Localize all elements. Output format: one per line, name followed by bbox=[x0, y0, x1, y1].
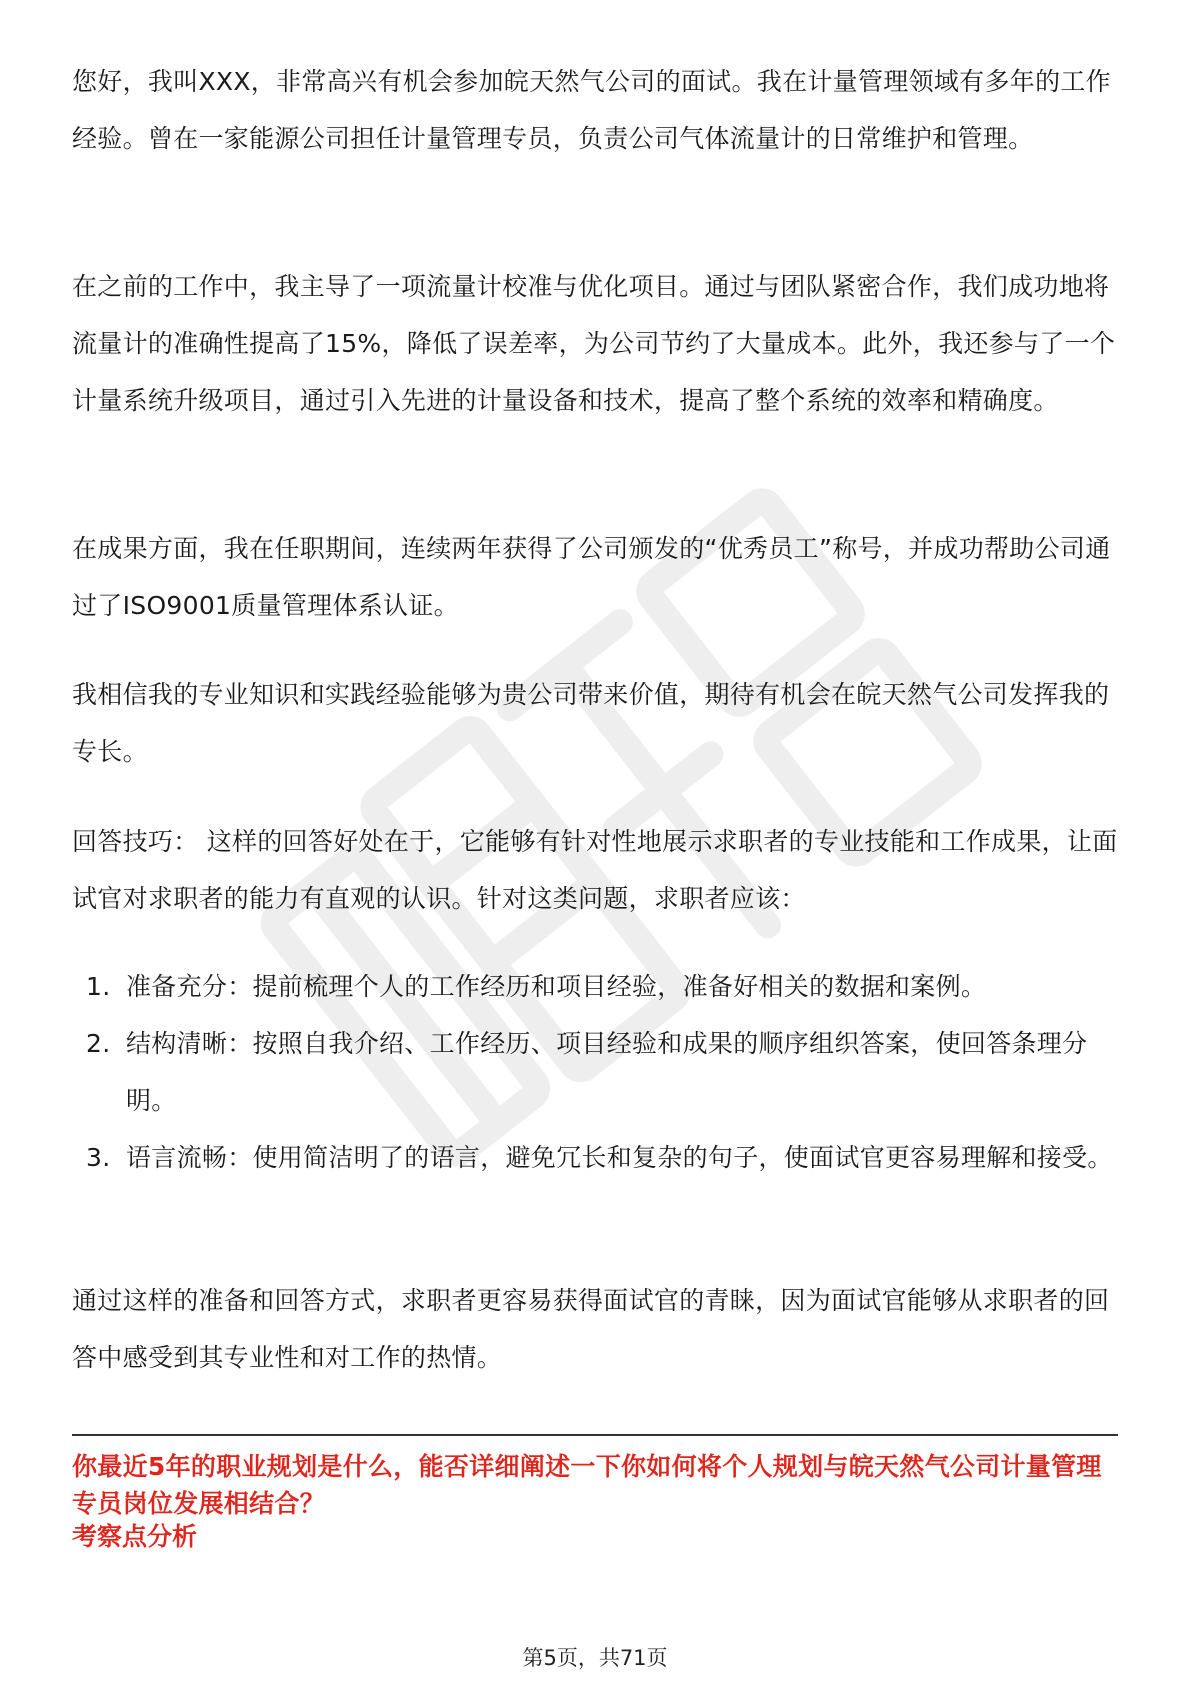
list-item bbox=[72, 1015, 1118, 1129]
page-footer bbox=[0, 1642, 1190, 1672]
page-number: 第5页，共71页 bbox=[518, 1646, 671, 1670]
paragraph-answer-tips: 回答技巧： 这样的回答好处在于，它能够有针对性地展示求职者的专业技能和工作成果，让面试官对求职者的能力有直观的认识。针对这类问题，求职者应该： bbox=[72, 827, 1118, 913]
list-item bbox=[72, 1129, 1118, 1186]
paragraph-intro: 您好，我叫XXX，非常高兴有机会参加皖天然气公司的面试。我在计量管理领域有多年的工作经验。曾在一家能源公司担任计量管理专员，负责公司气体流量计的日常维护和管理。 bbox=[72, 67, 1111, 153]
list-item-text: 结构清晰：按照自我介绍、工作经历、项目经验和成果的顺序组织答案，使回答条理分明。 bbox=[126, 1029, 1088, 1115]
list-number: 2. bbox=[86, 1029, 111, 1058]
question-heading: 你最近5年的职业规划是什么，能否详细阐述一下你如何将个人规划与皖天然气公司计量管理专员岗位发展相结合？ bbox=[72, 1452, 1102, 1518]
paragraph-achievements: 在成果方面，我在任职期间，连续两年获得了公司颁发的“优秀员工”称号，并成功帮助公司通过了ISO9001质量管理体系认证。 bbox=[72, 534, 1111, 620]
list-item-text: 准备充分：提前梳理个人的工作经历和项目经验，准备好相关的数据和案例。 bbox=[126, 972, 987, 1001]
section-divider bbox=[72, 1434, 1118, 1436]
list-item bbox=[72, 958, 1118, 1015]
analysis-heading: 考察点分析 bbox=[72, 1522, 198, 1551]
paragraph-summary: 通过这样的准备和回答方式，求职者更容易获得面试官的青睐，因为面试官能够从求职者的回答中感受到其专业性和对工作的热情。 bbox=[72, 1286, 1110, 1372]
list-number: 1. bbox=[86, 972, 111, 1001]
list-item-text: 语言流畅：使用简洁明了的语言，避免冗长和复杂的句子，使面试官更容易理解和接受。 bbox=[126, 1143, 1113, 1172]
tips-list bbox=[72, 958, 1118, 1186]
paragraph-experience: 在之前的工作中，我主导了一项流量计校准与优化项目。通过与团队紧密合作，我们成功地将流量计的准确性提高了15%，降低了误差率，为公司节约了大量成本。此外，我还参与了一个计量系统升级项目，通过引入先进的计量设备和技术，提高了整个系统的效率和精确度。 bbox=[72, 272, 1116, 415]
paragraph-closing: 我相信我的专业知识和实践经验能够为贵公司带来价值，期待有机会在皖天然气公司发挥我的专长。 bbox=[72, 680, 1110, 766]
list-number: 3. bbox=[86, 1143, 111, 1172]
